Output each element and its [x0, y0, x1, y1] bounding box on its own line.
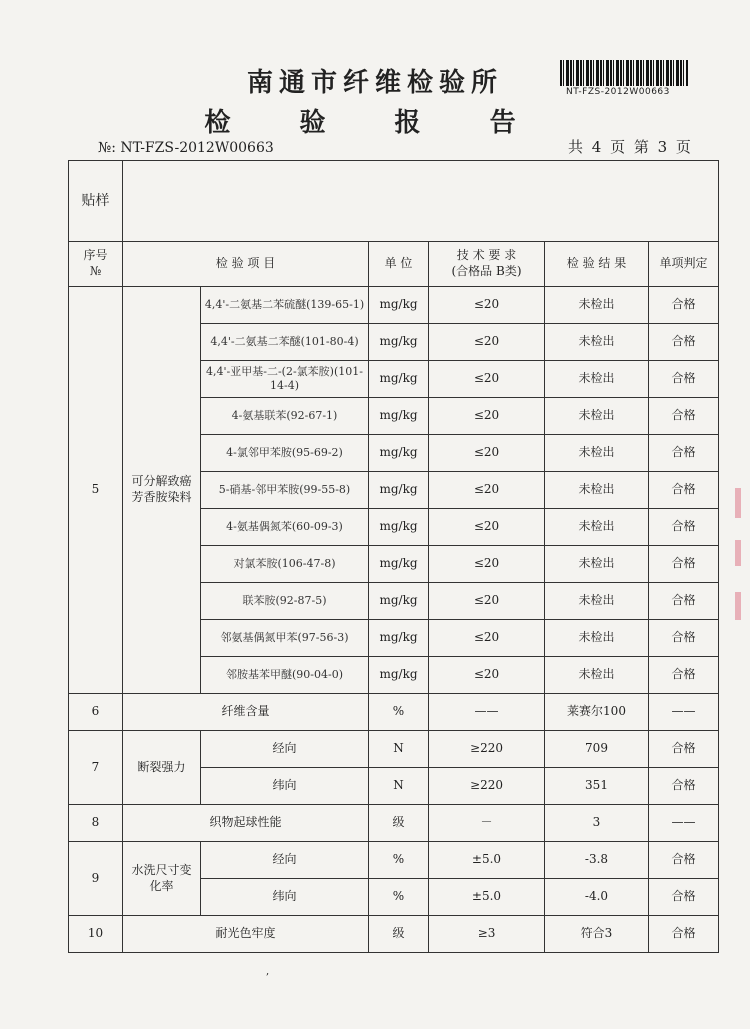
header-result: 检 验 结 果: [545, 242, 649, 287]
header-requirement: 技 术 要 求 (合格品 B类): [429, 242, 545, 287]
judgement-cell: 合格: [649, 583, 719, 620]
unit-cell: mg/kg: [369, 509, 429, 546]
header-item: 检 验 项 目: [123, 242, 369, 287]
judgement-cell: 合格: [649, 879, 719, 916]
unit-cell: mg/kg: [369, 287, 429, 324]
judgement-cell: 合格: [649, 546, 719, 583]
judgement-cell: 合格: [649, 657, 719, 694]
item-cell: 4,4'-二氨基二苯醚(101-80-4): [201, 324, 369, 361]
judgement-cell: 合格: [649, 472, 719, 509]
seq-cell: 9: [69, 842, 123, 916]
institute-title: 南通市纤维检验所: [246, 68, 503, 98]
result-cell: 未检出: [545, 324, 649, 361]
judgement-cell: 合格: [649, 916, 719, 953]
requirement-cell: ≤20: [429, 657, 545, 694]
result-cell: 未检出: [545, 472, 649, 509]
group-name-cell: 断裂强力: [123, 731, 201, 805]
seq-cell: 7: [69, 731, 123, 805]
table-row: [69, 842, 719, 879]
judgement-cell: 合格: [649, 509, 719, 546]
seq-cell: 6: [69, 694, 123, 731]
judgement-cell: 合格: [649, 768, 719, 805]
unit-cell: 级: [369, 805, 429, 842]
unit-cell: mg/kg: [369, 361, 429, 398]
item-cell: 5-硝基-邻甲苯胺(99-55-8): [201, 472, 369, 509]
requirement-cell: ≤20: [429, 620, 545, 657]
judgement-cell: ——: [649, 805, 719, 842]
sample-area: [123, 161, 719, 242]
requirement-cell: ≥3: [429, 916, 545, 953]
unit-cell: mg/kg: [369, 583, 429, 620]
requirement-cell: －: [429, 805, 545, 842]
requirement-cell: ≤20: [429, 509, 545, 546]
page-info: 共 4 页 第 3 页: [568, 138, 693, 156]
unit-cell: mg/kg: [369, 546, 429, 583]
item-cell: 织物起球性能: [123, 805, 369, 842]
header-seq: 序号 №: [69, 242, 123, 287]
result-cell: 莱赛尔100: [545, 694, 649, 731]
result-cell: 未检出: [545, 398, 649, 435]
unit-cell: mg/kg: [369, 398, 429, 435]
unit-cell: N: [369, 731, 429, 768]
requirement-cell: ≤20: [429, 287, 545, 324]
result-cell: 未检出: [545, 657, 649, 694]
judgement-cell: 合格: [649, 324, 719, 361]
judgement-cell: 合格: [649, 435, 719, 472]
requirement-cell: ±5.0: [429, 842, 545, 879]
inspection-table: [68, 160, 719, 953]
requirement-cell: ≤20: [429, 324, 545, 361]
result-cell: -3.8: [545, 842, 649, 879]
judgement-cell: 合格: [649, 620, 719, 657]
unit-cell: mg/kg: [369, 324, 429, 361]
judgement-cell: ——: [649, 694, 719, 731]
requirement-cell: ≤20: [429, 435, 545, 472]
judgement-cell: 合格: [649, 287, 719, 324]
item-cell: 4-氯邻甲苯胺(95-69-2): [201, 435, 369, 472]
unit-cell: mg/kg: [369, 435, 429, 472]
item-cell: 邻氨基偶氮甲苯(97-56-3): [201, 620, 369, 657]
result-cell: 未检出: [545, 509, 649, 546]
requirement-cell: ≤20: [429, 583, 545, 620]
judgement-cell: 合格: [649, 731, 719, 768]
item-cell: 对氯苯胺(106-47-8): [201, 546, 369, 583]
result-cell: -4.0: [545, 879, 649, 916]
sub-item-cell: 纬向: [201, 879, 369, 916]
header-unit: 单 位: [369, 242, 429, 287]
edge-seal-mark: [735, 488, 741, 518]
sub-item-cell: 纬向: [201, 768, 369, 805]
result-cell: 3: [545, 805, 649, 842]
header-row: [69, 242, 719, 287]
result-cell: 未检出: [545, 435, 649, 472]
item-cell: 邻胺基苯甲醚(90-04-0): [201, 657, 369, 694]
unit-cell: %: [369, 694, 429, 731]
seq-cell: 8: [69, 805, 123, 842]
requirement-cell: ≤20: [429, 546, 545, 583]
seq-cell: 5: [69, 287, 123, 694]
requirement-cell: ≤20: [429, 361, 545, 398]
unit-cell: mg/kg: [369, 472, 429, 509]
sample-paste-row: [69, 161, 719, 242]
item-cell: 纤维含量: [123, 694, 369, 731]
judgement-cell: 合格: [649, 398, 719, 435]
sub-item-cell: 经向: [201, 842, 369, 879]
requirement-cell: ≥220: [429, 731, 545, 768]
requirement-cell: ≥220: [429, 768, 545, 805]
result-cell: 未检出: [545, 583, 649, 620]
requirement-cell: ≤20: [429, 398, 545, 435]
requirement-cell: ≤20: [429, 472, 545, 509]
result-cell: 未检出: [545, 361, 649, 398]
unit-cell: mg/kg: [369, 657, 429, 694]
item-cell: 联苯胺(92-87-5): [201, 583, 369, 620]
edge-seal-mark: [735, 592, 741, 620]
item-cell: 4-氨基偶氮苯(60-09-3): [201, 509, 369, 546]
unit-cell: %: [369, 842, 429, 879]
requirement-cell: ±5.0: [429, 879, 545, 916]
sub-item-cell: 经向: [201, 731, 369, 768]
item-cell: 4-氨基联苯(92-67-1): [201, 398, 369, 435]
group-name-cell: 可分解致癌芳香胺染料: [123, 287, 201, 694]
result-cell: 未检出: [545, 620, 649, 657]
unit-cell: N: [369, 768, 429, 805]
item-cell: 4,4'-亚甲基-二-(2-氯苯胺)(101-14-4): [201, 361, 369, 398]
group-name-cell: 水洗尺寸变化率: [123, 842, 201, 916]
report-number: №: NT-FZS-2012W00663: [98, 140, 274, 156]
result-cell: 未检出: [545, 546, 649, 583]
report-title: 检 验 报 告: [204, 108, 546, 138]
unit-cell: %: [369, 879, 429, 916]
result-cell: 351: [545, 768, 649, 805]
result-cell: 709: [545, 731, 649, 768]
unit-cell: 级: [369, 916, 429, 953]
unit-cell: mg/kg: [369, 620, 429, 657]
table-row: [69, 916, 719, 953]
result-cell: 未检出: [545, 287, 649, 324]
barcode-text: NT-FZS-2012W00663: [566, 87, 670, 97]
footer-mark: ,: [266, 966, 270, 977]
table-row: [69, 805, 719, 842]
seq-cell: 10: [69, 916, 123, 953]
barcode: [560, 60, 688, 86]
result-cell: 符合3: [545, 916, 649, 953]
edge-seal-mark: [735, 540, 741, 566]
requirement-cell: ——: [429, 694, 545, 731]
judgement-cell: 合格: [649, 361, 719, 398]
item-cell: 4,4'-二氨基二苯硫醚(139-65-1): [201, 287, 369, 324]
item-cell: 耐光色牢度: [123, 916, 369, 953]
paste-label: 贴样: [69, 161, 123, 242]
header-judgement: 单项判定: [649, 242, 719, 287]
table-row: [69, 694, 719, 731]
table-row: [69, 287, 719, 324]
judgement-cell: 合格: [649, 842, 719, 879]
table-row: [69, 731, 719, 768]
